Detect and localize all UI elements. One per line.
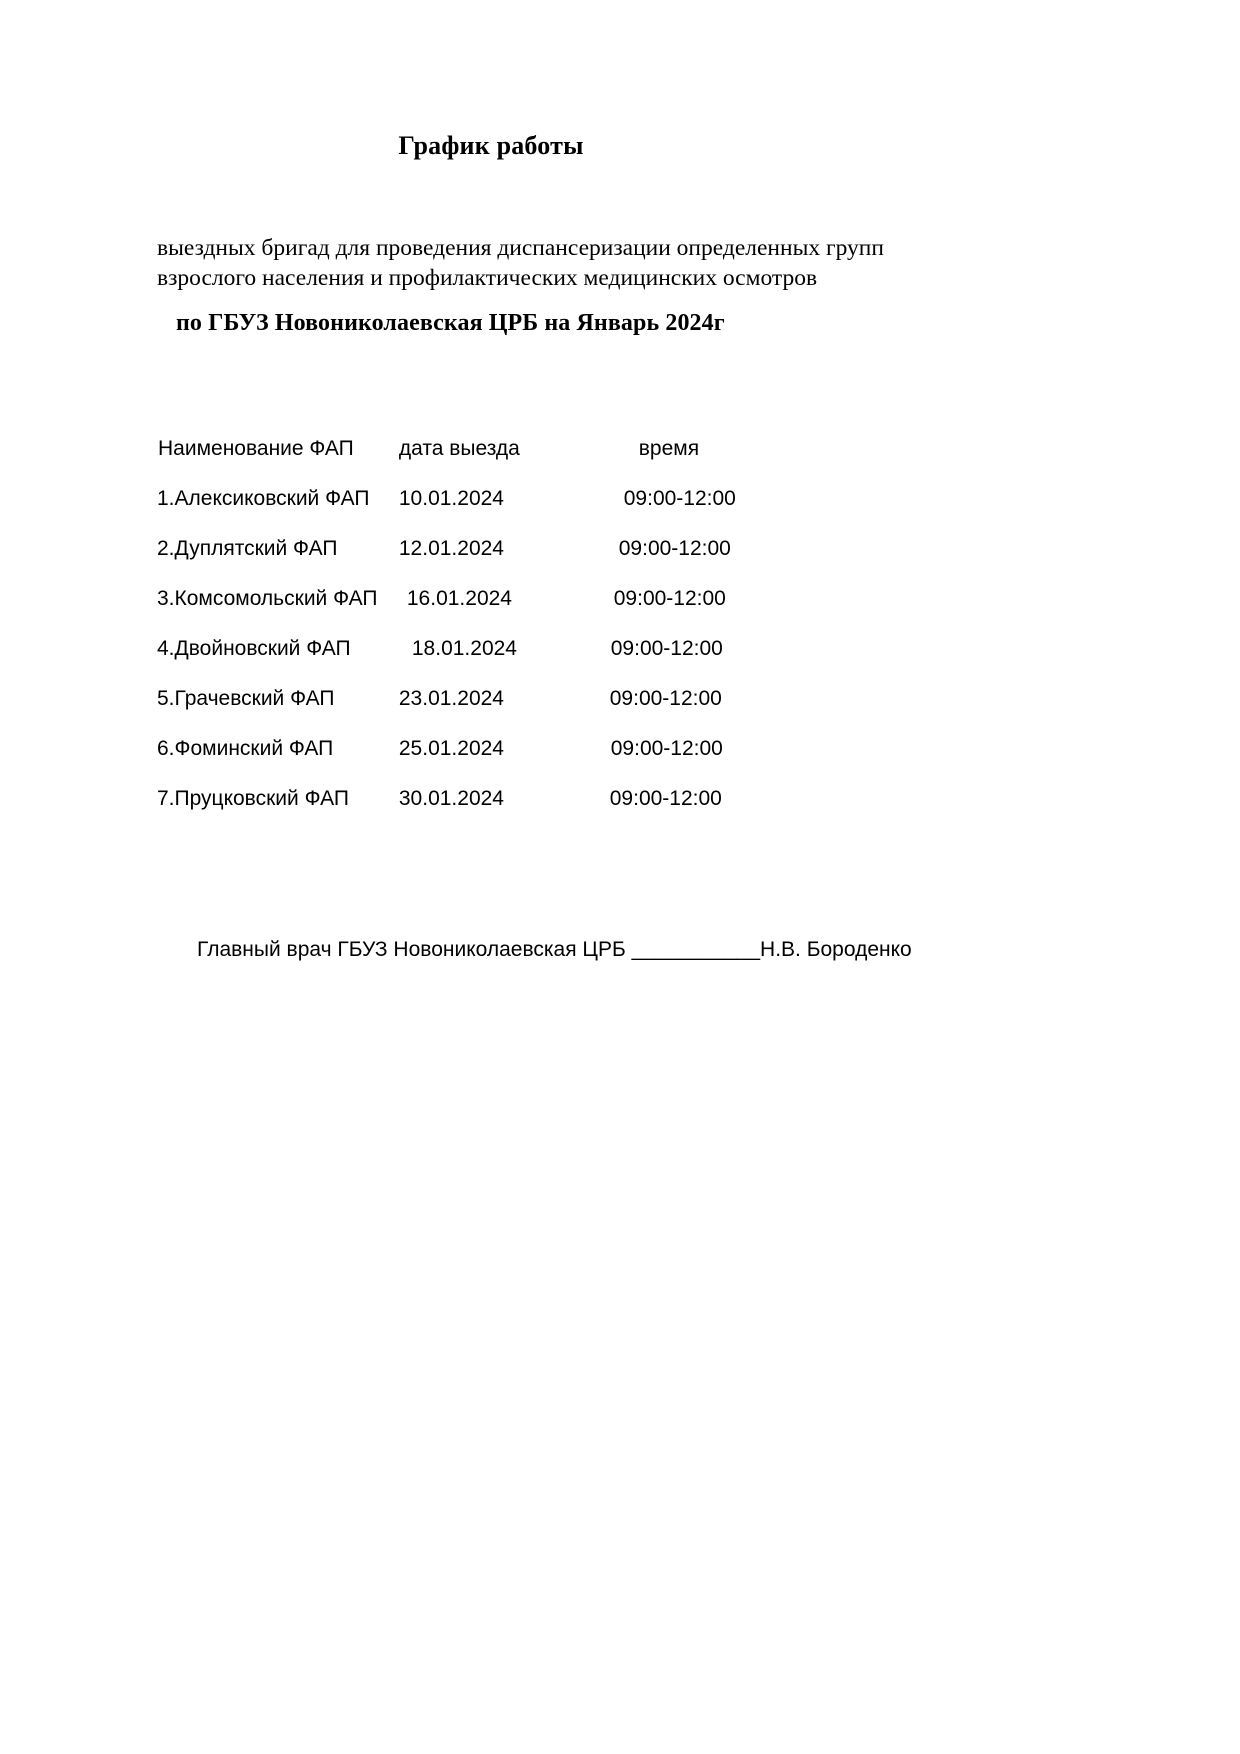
cell-time: 09:00-12:00 xyxy=(610,637,723,660)
intro-paragraph: выездных бригад для проведения диспансеризации определенных групп взрослого населения и профилактических медицинских осмотров xyxy=(157,235,884,291)
page-title: График работы xyxy=(398,131,584,160)
cell-time: 09:00-12:00 xyxy=(618,537,731,560)
table-row xyxy=(157,538,797,588)
cell-name: 2.Дуплятский ФАП xyxy=(157,537,338,560)
cell-date: 10.01.2024 xyxy=(398,487,504,510)
cell-date: 23.01.2024 xyxy=(398,687,504,710)
cell-time: 09:00-12:00 xyxy=(623,487,736,510)
cell-time: 09:00-12:00 xyxy=(610,737,723,760)
column-header-name: Наименование ФАП xyxy=(158,437,354,460)
table-row xyxy=(157,588,797,638)
cell-date: 18.01.2024 xyxy=(411,637,517,660)
table-header-row xyxy=(157,438,797,488)
cell-name: 1.Алексиковский ФАП xyxy=(157,487,370,510)
cell-date: 25.01.2024 xyxy=(398,737,504,760)
cell-name: 4.Двойновский ФАП xyxy=(157,637,351,660)
cell-name: 7.Пруцковский ФАП xyxy=(157,787,349,810)
cell-name: 3.Комсомольский ФАП xyxy=(157,587,378,610)
table-row xyxy=(157,788,797,838)
cell-date: 12.01.2024 xyxy=(398,537,504,560)
cell-time: 09:00-12:00 xyxy=(609,687,722,710)
cell-name: 6.Фоминский ФАП xyxy=(157,737,334,760)
table-row xyxy=(157,638,797,688)
cell-time: 09:00-12:00 xyxy=(613,587,726,610)
signature-line: Главный врач ГБУЗ Новониколаевская ЦРБ ___________Н.В. Бороденко xyxy=(197,938,912,961)
cell-name: 5.Грачевский ФАП xyxy=(157,687,335,710)
column-header-date: дата выезда xyxy=(398,437,520,460)
organization-period-line: по ГБУЗ Новониколаевская ЦРБ на Январь 2024г xyxy=(176,310,725,336)
cell-date: 30.01.2024 xyxy=(398,787,504,810)
column-header-time: время xyxy=(638,437,700,460)
table-row xyxy=(157,688,797,738)
cell-date: 16.01.2024 xyxy=(406,587,512,610)
cell-time: 09:00-12:00 xyxy=(609,787,722,810)
table-row xyxy=(157,738,797,788)
schedule-table xyxy=(157,438,797,838)
table-row xyxy=(157,488,797,538)
